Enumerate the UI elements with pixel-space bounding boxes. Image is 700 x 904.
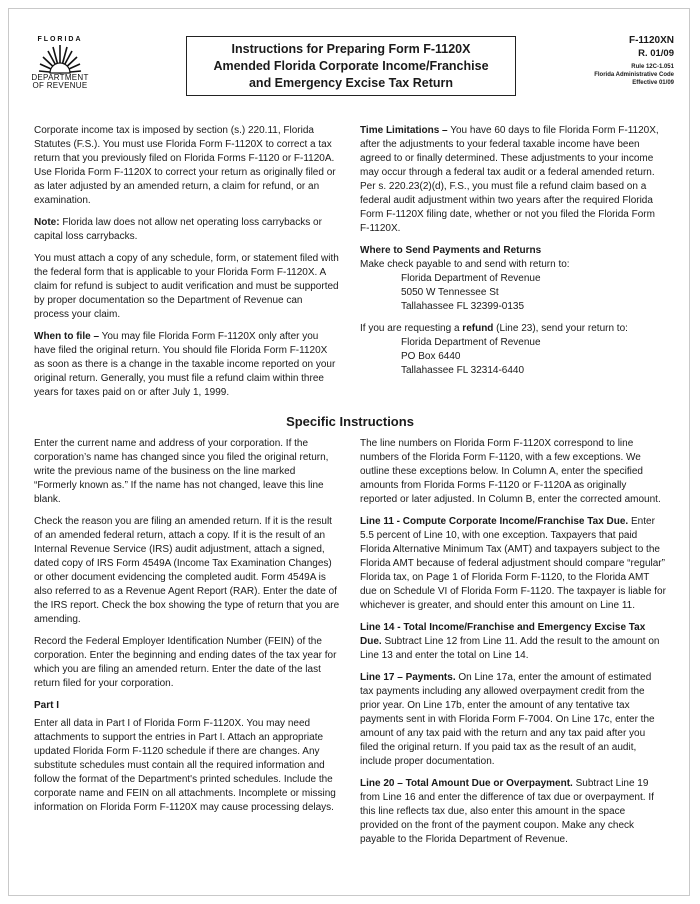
line-11-text: Enter 5.5 percent of Line 10, with one exception. Taxpayers that paid Florida Alternative Minimum Tax (AMT) and taxpayers subject to the Florida AMT because of federal adjustment should compare “regular” Florida tax, on Page 1 of Florida Form F-1120, to the Florida AMT due on Schedule VI of Florida Form F-1120. The taxpayer is liable for whichever is greater, and should enter this amount on Line 11. <box>360 516 666 611</box>
specific-left-column <box>34 437 340 823</box>
time-limitations-label: Time Limitations – <box>360 125 448 136</box>
line-20-label: Line 20 – Total Amount Due or Overpayment. <box>360 778 573 789</box>
intro-paragraph: Corporate income tax is imposed by section (s.) 220.11, Florida Statutes (F.S.). You must use Florida Form F-1120X to correct a tax return that you previously filed on Florida Forms F-1120 or F-1120A. Use Florida Form F-1120X to correct your return as originally filed or as later adjusted by an amended return, a claim for refund, or an examination. <box>34 125 336 206</box>
title-line-2: Amended Florida Corporate Income/Franchise <box>213 59 489 73</box>
line-11-label: Line 11 - Compute Corporate Income/Franchise Tax Due. <box>360 516 629 527</box>
line-17-label: Line 17 – Payments. <box>360 672 456 683</box>
logo-state-name: FLORIDA <box>37 36 83 43</box>
when-to-file-paragraph <box>34 330 340 400</box>
attachments-paragraph: You must attach a copy of any schedule, form, or statement filed with the federal form that is applicable to your Florida Form F-1120X. A claim for refund is subject to audit verification and must be supported by proper documentation so the Department of Revenue can process your claim. <box>34 253 339 320</box>
when-to-file-text: You may file Florida Form F-1120X only after you have filed the original return. You should file Florida Form F-1120X as soon as there is a change in the taxable income reported on your original return. Generally, you must file a refund claim within three years for taxes paid on or after July 1, 1999. <box>34 331 336 398</box>
amended-reason-paragraph: Check the reason you are filing an amended return. If it is the result of an amended federal return, attach a copy. If it is the result of an Internal Revenue Service (IRS) audit adjustment, attach a signed, dated copy of IRS Form 4549A (Income Tax Examination Changes) or other document evidencing the completed audit. Form 4549A is also referred to as a Revenue Agent Report (RAR). Enter the date of the IRS report. Check the box showing the type of return that you are amending. <box>34 516 340 625</box>
intro-column <box>34 124 340 408</box>
line-numbers-paragraph: The line numbers on Florida Form F-1120X correspond to line numbers of the Florida Form F-1120, with a few exceptions. We outline these exceptions below. In Column A, enter the specified amounts from Florida Forms F-1120 or F-1120A as originally reported or later adjusted. In Column B, enter the corrected amount. <box>360 438 661 505</box>
refund-address-line: Florida Department of Revenue <box>401 337 541 348</box>
fein-paragraph: Record the Federal Employer Identification Number (FEIN) of the corporation. Enter the beginning and ending dates of the tax year for which you are filing an amended return. Enter the date of the last return filed for your corporation. <box>34 636 337 689</box>
line-17-text: On Line 17a, enter the amount of estimated tax payments including any allowed overpayment credit from the prior year. On Line 17b, enter the amount of any tentative tax payments sent in with Florida Form F-7004. On Line 17c, enter the amount of any tax paid with the return and any tax paid after you filed the original return. If you paid tax as the result of an audit, include proper documentation. <box>360 672 655 767</box>
form-identifier <box>594 34 674 87</box>
refund-address-line: PO Box 6440 <box>401 351 461 362</box>
admin-code: Florida Administrative Code <box>594 72 674 78</box>
refund-text-post: (Line 23), send your return to: <box>493 323 628 334</box>
effective-date: Effective 01/09 <box>632 80 674 86</box>
payment-address-line: 5050 W Tennessee St <box>401 287 499 298</box>
time-limitations-paragraph <box>360 124 666 236</box>
specific-right-column <box>360 437 666 855</box>
rule-number: Rule 12C-1.051 <box>631 64 674 70</box>
form-revision: R. 01/09 <box>638 48 674 59</box>
line-11-paragraph <box>360 515 666 613</box>
title-line-3: and Emergency Excise Tax Return <box>248 76 454 90</box>
time-limitations-column <box>360 124 666 378</box>
note-label: Note: <box>34 217 60 228</box>
refund-address <box>360 336 666 378</box>
document-title <box>186 36 516 96</box>
note-paragraph <box>34 216 340 244</box>
title-line-1: Instructions for Preparing Form F-1120X <box>231 42 471 56</box>
rule-citation <box>594 63 674 87</box>
note-text: Florida law does not allow net operating loss carrybacks or capital loss carrybacks. <box>34 217 322 242</box>
refund-text-pre: If you are requesting a <box>360 323 463 334</box>
payment-address-line: Tallahassee FL 32399-0135 <box>401 301 525 312</box>
payment-address <box>360 272 666 314</box>
line-17-paragraph <box>360 671 666 769</box>
line-20-text: Subtract Line 19 from Line 16 and enter the difference of tax due or overpayment. If this line reflects tax due, also enter this amount in the space provided on the front of the payment coupon. Make any check payable to the Florida Department of Revenue. <box>360 778 654 845</box>
line-14-paragraph <box>360 621 666 663</box>
line-14-text: Subtract Line 12 from Line 11. Add the result to the amount on Line 13 and enter the total on Line 14. <box>360 636 660 661</box>
where-to-send-text: Make check payable to and send with return to: <box>360 259 570 270</box>
name-address-paragraph: Enter the current name and address of your corporation. If the corporation’s name has changed since you filed the original return, write the previous name of the business on the line marked “Formerly known as.” If the name has not changed, leave this line blank. <box>34 438 329 505</box>
florida-dor-logo <box>30 36 90 90</box>
specific-instructions-heading: Specific Instructions <box>286 414 414 429</box>
part-1-paragraph: Enter all data in Part I of Florida Form F-1120X. You may need attachments to support the entries in Part I. Attach an appropriate updated Florida Form F-1120 schedule if there are changes. Any substitute schedules must contain all the required information and follow the format of the Department's printed schedules. Include the corporate name and FEIN on all attachments. Incomplete or missing information on Florida Form F-1120X may cause processing delays. <box>34 718 336 813</box>
refund-paragraph <box>360 322 666 336</box>
logo-dept-line2: OF REVENUE <box>32 81 88 90</box>
refund-keyword: refund <box>462 323 494 334</box>
line-20-paragraph <box>360 777 666 847</box>
sunburst-icon <box>37 44 83 74</box>
refund-address-line: Tallahassee FL 32314-6440 <box>401 365 525 376</box>
form-number: F-1120XN <box>628 35 674 46</box>
part-1-heading: Part I <box>34 700 60 711</box>
logo-dept-line1: DEPARTMENT <box>31 73 89 82</box>
line-14-label: Line 14 - Total Income/Franchise and Emergency Excise Tax Due. <box>360 622 646 647</box>
time-limitations-text: You have 60 days to file Florida Form F-1120X, after the adjustments to your federal taxable income have been agreed to or finally determined. These adjustments to your income may occur through a federal tax audit or a federal amended return. Per s. 220.23(2)(d), F.S., you must file a refund claim based on a federal audit adjustment within two years after the required Florida Form F-1120X filing date, whether or not you filed the Florida Form F-1120X. <box>360 125 659 234</box>
payment-address-line: Florida Department of Revenue <box>401 273 541 284</box>
where-to-send-heading: Where to Send Payments and Returns <box>360 245 542 256</box>
when-to-file-label: When to file – <box>34 331 99 342</box>
